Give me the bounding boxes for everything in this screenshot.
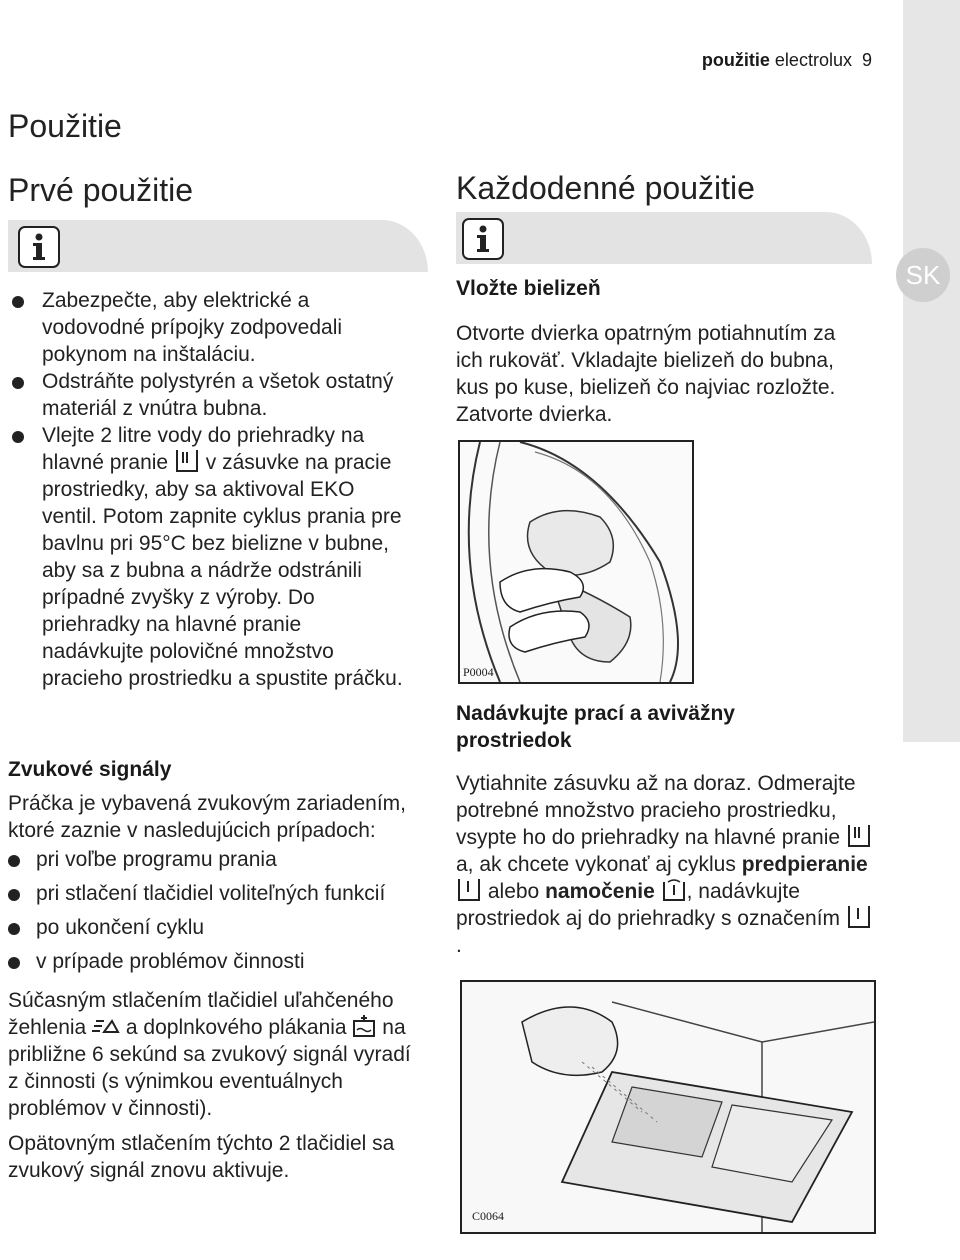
info-icon xyxy=(18,226,60,268)
mute-instructions: Súčasným stlačením tlačidiel uľahčeného žehlenia a doplnkového plákania na približne 6 sekúnd sa zvukový signál vyradí z činnosti (s výnimkou eventuálnych problémov v činnosti). xyxy=(8,989,411,1120)
bullet-icon xyxy=(12,431,24,443)
reactivate-instructions: Opätovným stlačením týchto 2 tlačidiel sa zvukový signál znovu aktivuje. xyxy=(8,1132,395,1182)
detergent-instructions: Vytiahnite zásuvku až na doraz. Odmerajte potrebné množstvo pracieho prostriedku, vsypte ho do priehradky na hlavné pranie a, ak chcete vykonať aj cyklus predpieranie alebo namočenie , nadávkujte prostriedok aj do priehradky s označením . xyxy=(456,770,876,959)
language-tab-strip xyxy=(903,0,960,742)
info-icon xyxy=(462,218,504,260)
figure-detergent-drawer xyxy=(460,980,876,1234)
prewash-compartment-icon xyxy=(458,879,480,901)
prewash-term: predpieranie xyxy=(741,853,868,876)
list-item: Odstráňte polystyrén a všetok ostatný materiál z vnútra bubna. xyxy=(8,368,408,422)
figure-loading-laundry xyxy=(458,440,694,684)
page-title: Použitie xyxy=(8,108,122,144)
list-item: Zabezpečte, aby elektrické a vodovodné prípojky zodpovedali pokynom na inštaláciu. xyxy=(8,287,408,368)
list-item: pri voľbe programu prania xyxy=(8,846,418,873)
soak-term: namočenie xyxy=(545,880,655,903)
list-item: v prípade problémov činnosti xyxy=(8,948,418,975)
page-number: 9 xyxy=(861,50,872,70)
laundry-loading-illustration xyxy=(460,442,692,682)
bullet-icon xyxy=(8,855,20,867)
bullet-icon xyxy=(8,957,20,969)
sound-signals-section xyxy=(8,790,418,1184)
bullet-icon xyxy=(8,923,20,935)
main-wash-compartment-icon xyxy=(176,450,198,472)
bullet-icon xyxy=(12,296,24,308)
easy-iron-icon xyxy=(92,1018,120,1036)
info-bar-right xyxy=(456,212,872,264)
info-bar-left xyxy=(8,220,428,272)
language-badge: SK xyxy=(896,248,950,302)
load-laundry-text: Otvorte dvierka opatrným potiahnutím za ich rukoväť. Vkladajte bielizeň do bubna, kus po kuse, bielizeň čo najviac rozložte. Zatvorte dvierka. xyxy=(456,322,836,426)
header-section: použitie xyxy=(701,50,770,70)
detergent-drawer-illustration xyxy=(462,982,874,1232)
figure-code: P0004 xyxy=(463,665,494,679)
section-heading-first-use: Prvé použitie xyxy=(8,172,193,208)
figure-code: C0064 xyxy=(472,1209,505,1223)
list-item: pri stlačení tlačidiel voliteľných funkcií xyxy=(8,880,418,907)
sound-intro: Práčka je vybavená zvukovým zariadením, ktoré zaznie v nasledujúcich prípadoch: xyxy=(8,792,407,842)
running-header xyxy=(0,50,872,71)
extra-rinse-icon xyxy=(352,1015,376,1037)
header-brand: electrolux xyxy=(769,50,852,70)
bullet-icon xyxy=(8,889,20,901)
detergent-heading: Nadávkujte prací a aviväžny prostriedok xyxy=(456,702,735,752)
list-item: Vlejte 2 litre vody do priehradky na hlavné pranie v zásuvke na pracie prostriedky, aby sa aktivoval EKO ventil. Potom zapnite cyklus prania pre bavlnu pri 95°C bez bielizne v bubne, aby sa z bubna a nádrže odstránili prípadné zvyšky z výroby. Do priehradky na hlavné pranie nadávkujte polovičné množstvo pracieho prostriedku a spustite práčku. xyxy=(8,422,408,692)
bullet-icon xyxy=(12,377,24,389)
section-heading-daily-use: Každodenné použitie xyxy=(456,170,755,206)
first-use-instructions xyxy=(8,287,408,692)
list-item: po ukončení cyklu xyxy=(8,914,418,941)
soak-icon xyxy=(661,878,687,902)
prewash-compartment-icon xyxy=(848,906,870,928)
main-wash-compartment-icon xyxy=(848,825,870,847)
sound-signals-heading: Zvukové signály xyxy=(8,758,172,781)
load-laundry-heading: Vložte bielizeň xyxy=(456,277,601,300)
